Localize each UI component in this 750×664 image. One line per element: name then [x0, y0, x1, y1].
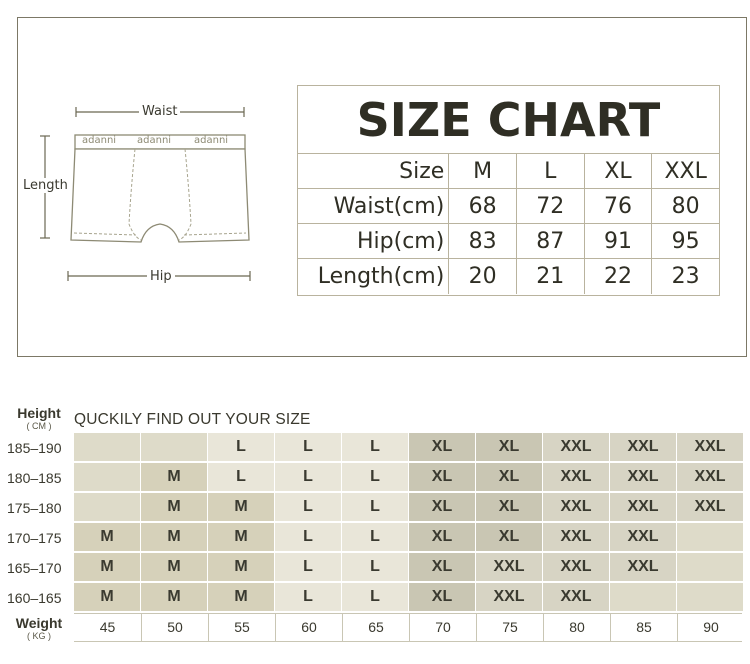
size-grid-row [74, 583, 742, 613]
size-grid-cell: L [275, 433, 341, 461]
size-grid-cell: XL [476, 493, 542, 521]
size-chart-cell: XL [584, 154, 652, 188]
weight-label: Weight [15, 615, 63, 631]
weight-cell: 80 [543, 614, 610, 641]
size-grid-cell: XXL [543, 523, 609, 551]
weight-cell: 45 [99, 619, 116, 635]
size-grid-cell: M [208, 523, 274, 551]
size-grid-cell: L [342, 493, 408, 521]
size-grid-cell [610, 583, 676, 611]
weight-row [74, 613, 742, 642]
size-chart-cell: 68 [448, 189, 516, 223]
size-grid-cell: XXL [476, 553, 542, 581]
size-grid-cell: XXL [677, 493, 743, 521]
size-grid-cell: XL [476, 433, 542, 461]
size-grid-cell: XXL [677, 433, 743, 461]
weight-cell: 85 [610, 614, 677, 641]
height-unit: ( CM ) [26, 421, 52, 431]
size-chart-cell: 21 [516, 259, 584, 294]
size-grid-cell: M [74, 523, 140, 551]
size-grid-cell: XXL [476, 583, 542, 611]
weight-cell: 55 [208, 614, 275, 641]
quick-find-title: QUCKILY FIND OUT YOUR SIZE [74, 411, 311, 428]
size-grid-cell: M [74, 553, 140, 581]
size-grid-cell: XXL [610, 493, 676, 521]
size-grid-cell: L [342, 463, 408, 491]
height-range-label: 170–175 [7, 530, 62, 546]
size-chart-cell: 87 [516, 224, 584, 258]
size-lookup-grid [74, 433, 742, 613]
height-range-label: 160–165 [7, 590, 62, 606]
size-grid-cell: XL [476, 463, 542, 491]
size-grid-cell [141, 433, 207, 461]
height-range-label: 175–180 [7, 500, 62, 516]
size-grid-cell: L [275, 583, 341, 611]
size-chart-cell: 76 [584, 189, 652, 223]
size-grid-cell: XXL [610, 463, 676, 491]
size-grid-cell [74, 463, 140, 491]
size-grid-cell: XXL [543, 493, 609, 521]
size-grid-row [74, 463, 742, 493]
size-chart-row-label: Hip(cm) [356, 228, 445, 254]
size-grid-cell: M [208, 583, 274, 611]
size-grid-cell: M [208, 493, 274, 521]
size-grid-row [74, 433, 742, 463]
size-grid-cell: XL [476, 523, 542, 551]
size-grid-cell: XXL [610, 523, 676, 551]
size-grid-cell: XXL [610, 553, 676, 581]
size-chart-title: SIZE CHART [298, 86, 719, 154]
size-grid-cell: L [208, 463, 274, 491]
size-grid-cell [677, 583, 743, 611]
size-grid-cell: XL [409, 493, 475, 521]
length-label: Length [20, 178, 71, 193]
size-grid-cell: M [141, 493, 207, 521]
size-grid-cell: L [275, 523, 341, 551]
size-chart-cell: 80 [651, 189, 719, 223]
size-chart-cell: XXL [651, 154, 719, 188]
size-grid-cell: XXL [610, 433, 676, 461]
weight-unit: ( KG ) [27, 631, 51, 641]
size-grid-row [74, 493, 742, 523]
size-grid-cell: L [342, 583, 408, 611]
waist-label: Waist [139, 104, 180, 119]
size-grid-cell: XXL [543, 553, 609, 581]
height-label: Height [17, 405, 61, 421]
underwear-diagram [18, 18, 308, 358]
height-range-label: 165–170 [7, 560, 62, 576]
weight-cell: 75 [476, 614, 543, 641]
size-chart-row [298, 224, 719, 259]
size-chart-row-label: Size [399, 158, 445, 184]
weight-cell: 70 [409, 614, 476, 641]
weight-axis-header [6, 616, 72, 641]
size-grid-cell: L [275, 493, 341, 521]
size-grid-cell: XXL [543, 433, 609, 461]
size-chart-cell: 83 [448, 224, 516, 258]
size-grid-cell: XL [409, 463, 475, 491]
size-grid-cell: L [275, 463, 341, 491]
size-chart-row-label: Waist(cm) [333, 193, 445, 219]
weight-cell: 60 [275, 614, 342, 641]
size-grid-cell: L [342, 433, 408, 461]
size-chart-cell: 95 [651, 224, 719, 258]
size-grid-cell: XXL [543, 583, 609, 611]
size-grid-cell: XL [409, 583, 475, 611]
size-chart-row [298, 189, 719, 224]
height-range-label: 185–190 [7, 440, 62, 456]
size-grid-cell [74, 433, 140, 461]
size-grid-cell [677, 553, 743, 581]
weight-cell: 90 [677, 614, 744, 641]
size-chart-cell: L [516, 154, 584, 188]
size-grid-cell [74, 493, 140, 521]
size-grid-cell: L [208, 433, 274, 461]
size-chart-table [297, 85, 720, 296]
weight-cell: 50 [141, 614, 208, 641]
size-grid-cell: M [141, 523, 207, 551]
size-grid-cell: L [275, 553, 341, 581]
size-chart-row-label: Length(cm) [317, 264, 445, 289]
size-grid-cell: M [141, 583, 207, 611]
size-grid-cell: XL [409, 553, 475, 581]
size-chart-row [298, 154, 719, 189]
height-range-label: 180–185 [7, 470, 62, 486]
size-grid-cell: XL [409, 433, 475, 461]
size-chart-panel [17, 17, 747, 357]
weight-cell: 65 [342, 614, 409, 641]
size-grid-row [74, 523, 742, 553]
size-grid-cell: XL [409, 523, 475, 551]
size-chart-cell: M [448, 154, 516, 188]
hip-label: Hip [147, 269, 175, 284]
size-chart-cell: 91 [584, 224, 652, 258]
size-chart-cell: 22 [584, 259, 652, 294]
size-chart-cell: 20 [448, 259, 516, 294]
size-grid-row [74, 553, 742, 583]
size-grid-cell: M [141, 463, 207, 491]
height-axis-header [6, 406, 72, 431]
brand-text-3: adanni [194, 135, 229, 146]
size-grid-cell: M [74, 583, 140, 611]
size-grid-cell: XXL [543, 463, 609, 491]
size-chart-cell: 72 [516, 189, 584, 223]
size-grid-cell: M [208, 553, 274, 581]
size-chart-cell: 23 [651, 259, 719, 294]
size-grid-cell: XXL [677, 463, 743, 491]
brand-text-1: adanni [82, 135, 117, 146]
size-grid-cell [677, 523, 743, 551]
size-grid-cell: M [141, 553, 207, 581]
size-chart-row [298, 259, 719, 294]
size-grid-cell: L [342, 523, 408, 551]
brand-text-2: adanni [137, 135, 172, 146]
size-grid-cell: L [342, 553, 408, 581]
